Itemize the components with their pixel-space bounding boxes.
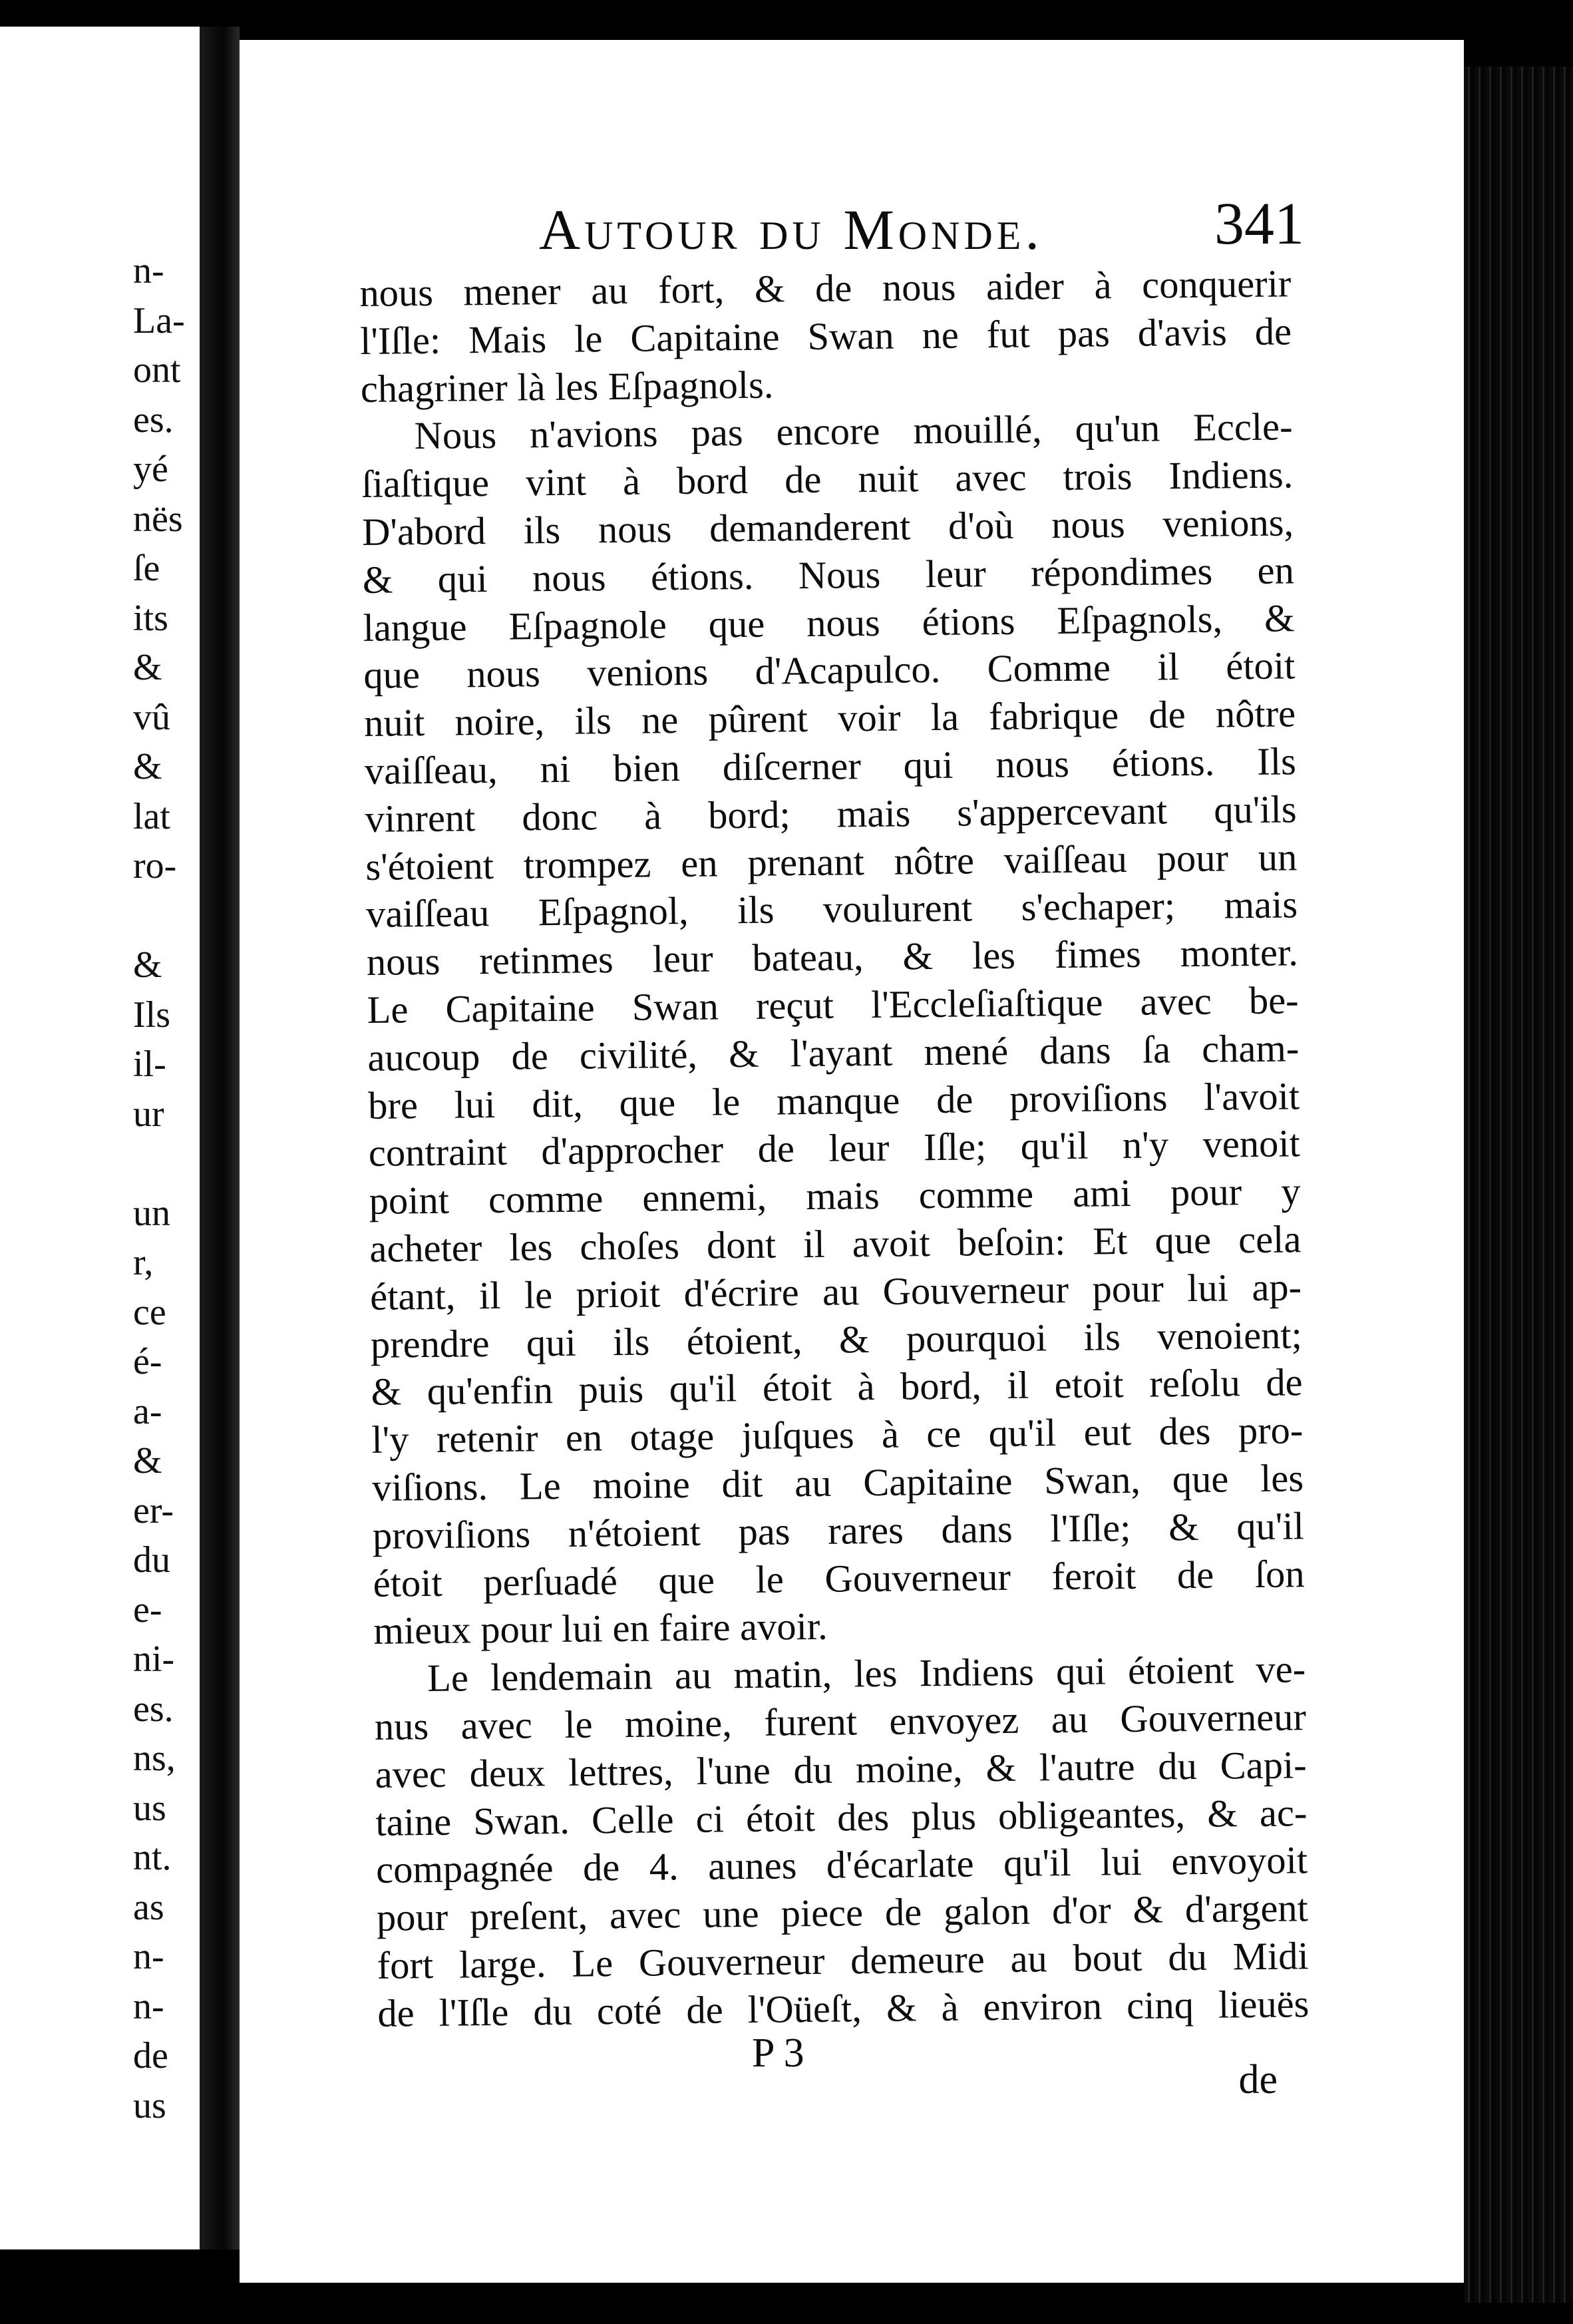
left-page xyxy=(0,27,209,2249)
text-line: que nous venions d'Acapulco. Comme il étoit xyxy=(363,644,1296,697)
margin-fragment: La- xyxy=(133,299,185,341)
margin-fragment: ce xyxy=(133,1291,166,1333)
text-line: nous mener au fort, & de nous aider à conquerir xyxy=(359,262,1292,315)
margin-fragment: Ils xyxy=(133,994,170,1036)
text-line: vaiſſeau Eſpagnol, ils voulurent s'echaper; mais xyxy=(365,882,1298,936)
text-line: D'abord ils nous demanderent d'où nous venions, xyxy=(361,500,1294,554)
text-line: s'étoient trompez en prenant nôtre vaiſſeau pour un xyxy=(365,835,1298,888)
text-line: l'y retenir en otage juſques à ce qu'il eut des pro- xyxy=(371,1408,1304,1462)
text-line: compagnée de 4. aunes d'écarlate qu'il lui envoyoit xyxy=(375,1838,1308,1892)
text-line: contraint d'approcher de leur Iſle; qu'il n'y venoit xyxy=(368,1121,1301,1175)
text-line: Le lendemain au matin, les Indiens qui étoient ve- xyxy=(427,1647,1306,1700)
text-line: nous retinmes leur bateau, & les fimes monter. xyxy=(366,930,1299,984)
margin-fragment: us xyxy=(133,1787,166,1829)
margin-fragment: e- xyxy=(133,1589,162,1631)
text-line: ſiaſtique vint à bord de nuit avec trois Indiens. xyxy=(361,453,1294,506)
margin-fragment: nës xyxy=(133,498,183,540)
text-line: point comme ennemi, mais comme ami pour y xyxy=(369,1169,1301,1223)
text-line: taine Swan. Celle ci étoit des plus obligeantes, & ac- xyxy=(375,1790,1308,1844)
margin-fragment: ont xyxy=(133,349,181,391)
text-line: acheter les choſes dont il avoit beſoin: Et que cela xyxy=(369,1217,1302,1270)
margin-fragment: n- xyxy=(133,1936,164,1977)
margin-fragment: er- xyxy=(133,1489,174,1531)
margin-fragment: r, xyxy=(133,1242,154,1283)
margin-fragment: nt. xyxy=(133,1837,172,1878)
margin-fragment: & xyxy=(133,746,162,787)
margin-fragment xyxy=(133,891,193,941)
text-line: pour preſent, avec une piece de galon d'or & d'argent xyxy=(376,1886,1309,1939)
body-text xyxy=(359,260,1310,2037)
left-page-margin-fragments xyxy=(133,246,193,2130)
text-line: vinrent donc à bord; mais s'appercevant qu'ils xyxy=(365,787,1297,841)
text-line: avec deux lettres, l'une du moine, & l'autre du Capi- xyxy=(375,1742,1307,1796)
text-line: & qu'enfin puis qu'il étoit à bord, il etoit reſolu de xyxy=(371,1360,1303,1414)
margin-fragment: & xyxy=(133,944,162,986)
margin-fragment: un xyxy=(133,1192,170,1234)
text-line: nuit noire, ils ne pûrent voir la fabrique de nôtre xyxy=(363,691,1296,745)
text-line: Le Capitaine Swan reçut l'Eccleſiaſtique avec be- xyxy=(367,978,1299,1032)
margin-fragment xyxy=(133,1139,193,1189)
margin-fragment: us xyxy=(133,2084,166,2126)
text-line: bre lui dit, que le manque de proviſions l'avoit xyxy=(367,1073,1300,1127)
text-line: fort large. Le Gouverneur demeure au bout du Midi xyxy=(377,1934,1309,1987)
margin-fragment: a- xyxy=(133,1390,162,1432)
text-line: langue Eſpagnole que nous étions Eſpagnols, & xyxy=(363,596,1295,650)
text-line: l'Iſle: Mais le Capitaine Swan ne fut pas d'avis de xyxy=(359,309,1292,363)
text-line: aucoup de civilité, & l'ayant mené dans ſa cham- xyxy=(367,1026,1300,1079)
margin-fragment: de xyxy=(133,2035,168,2076)
margin-fragment: & xyxy=(133,1440,162,1481)
margin-fragment: ur xyxy=(133,1093,164,1135)
catchword: de xyxy=(1238,2057,1278,2102)
margin-fragment: il- xyxy=(133,1044,166,1085)
margin-fragment: es. xyxy=(133,1688,174,1730)
text-line: prendre qui ils étoient, & pourquoi ils venoient; xyxy=(370,1312,1303,1366)
text-line: vaiſſeau, ni bien diſcerner qui nous étions. Ils xyxy=(364,739,1297,793)
book-gutter xyxy=(200,27,240,2249)
running-head: Autour du Monde. xyxy=(539,198,1043,262)
page-footer xyxy=(359,2030,1278,2110)
margin-fragment: du xyxy=(133,1539,170,1581)
margin-fragment: & xyxy=(133,647,162,688)
text-line: chagriner là les Eſpagnols. xyxy=(360,363,774,411)
book-spine-edge xyxy=(1464,67,1573,2303)
text-line: nus avec le moine, furent envoyez au Gouverneur xyxy=(374,1695,1307,1748)
text-line: de l'Iſle du coté de l'Oüeſt, & à environ cinq lieuës xyxy=(377,1981,1310,2035)
text-line: viſions. Le moine dit au Capitaine Swan, que les xyxy=(371,1456,1304,1509)
margin-fragment: vû xyxy=(133,696,170,738)
margin-fragment: as xyxy=(133,1886,164,1928)
margin-fragment: es. xyxy=(133,399,174,441)
margin-fragment: é- xyxy=(133,1341,162,1382)
margin-fragment: n- xyxy=(133,250,164,291)
margin-fragment: its xyxy=(133,597,168,639)
margin-fragment: lat xyxy=(133,795,170,837)
margin-fragment: ro- xyxy=(133,845,177,886)
margin-fragment: ſe xyxy=(133,548,160,589)
text-line: étoit perſuadé que le Gouverneur feroit de ſon xyxy=(373,1551,1305,1605)
margin-fragment: ni- xyxy=(133,1639,175,1680)
text-line: mieux pour lui en faire avoir. xyxy=(373,1605,828,1653)
text-line: proviſions n'étoient pas rares dans l'Iſle; & qu'il xyxy=(372,1503,1305,1557)
text-line: & qui nous étions. Nous leur répondimes en xyxy=(362,548,1295,602)
text-line: Nous n'avions pas encore mouillé, qu'un Eccle- xyxy=(414,405,1293,458)
margin-fragment: n- xyxy=(133,1985,164,2027)
text-line: étant, il le prioit d'écrire au Gouverneur pour lui ap- xyxy=(369,1264,1302,1318)
signature-mark: P 3 xyxy=(752,2031,804,2076)
page-number: 341 xyxy=(1214,191,1304,257)
margin-fragment: ns, xyxy=(133,1738,176,1779)
margin-fragment: yé xyxy=(133,449,168,490)
